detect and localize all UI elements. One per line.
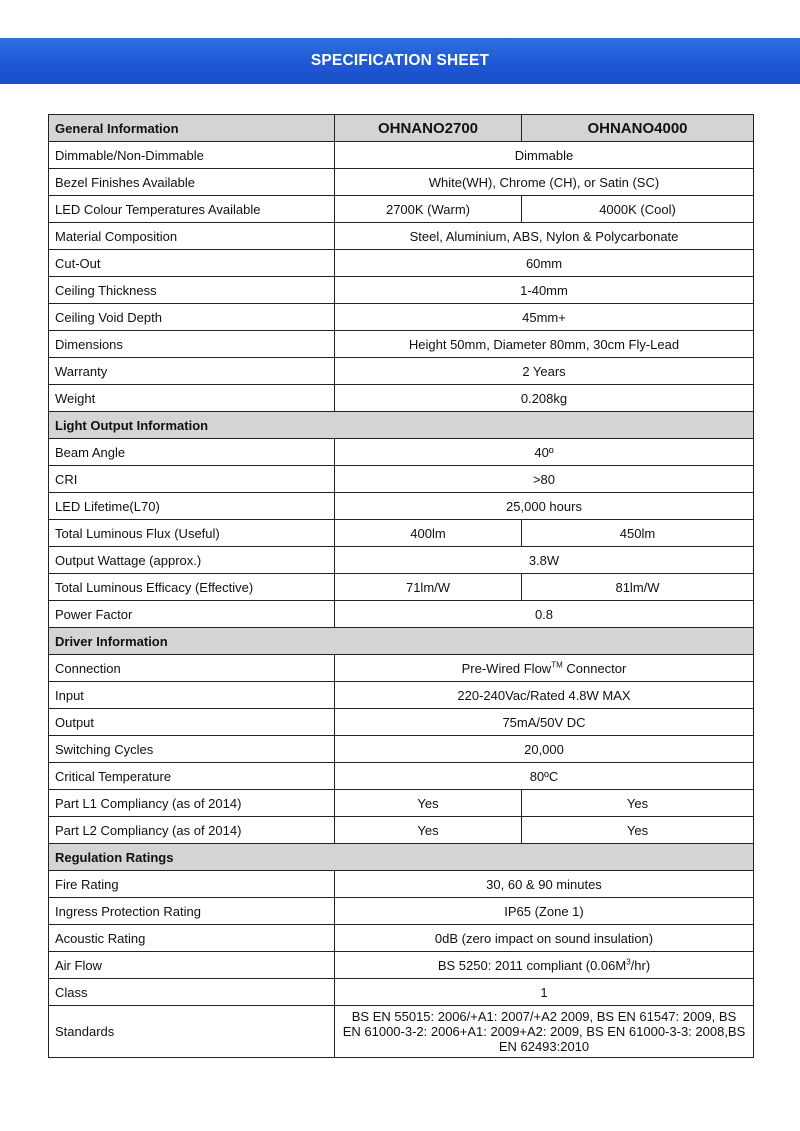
spec-value: 400lm (335, 520, 522, 547)
cubic-superscript: 3 (626, 957, 631, 967)
spec-value: 450lm (522, 520, 754, 547)
table-row (49, 142, 754, 169)
spec-value: 220-240Vac/Rated 4.8W MAX (335, 682, 754, 709)
table-row (49, 547, 754, 574)
table-row (49, 358, 754, 385)
spec-label: Beam Angle (49, 439, 335, 466)
table-row (49, 763, 754, 790)
section-title: Light Output Information (49, 412, 754, 439)
table-row (49, 709, 754, 736)
spec-value: IP65 (Zone 1) (335, 898, 754, 925)
specification-table (48, 114, 754, 1058)
header-banner (0, 38, 800, 84)
spec-value: 60mm (335, 250, 754, 277)
spec-value: 3.8W (335, 547, 754, 574)
table-row (49, 493, 754, 520)
value-text: BS 5250: 2011 compliant (0.06M (437, 957, 627, 973)
spec-label: Bezel Finishes Available (49, 169, 335, 196)
table-row (49, 1006, 754, 1058)
spec-label: Material Composition (49, 223, 335, 250)
table-row (49, 871, 754, 898)
spec-value: 80ºC (335, 763, 754, 790)
table-row (49, 574, 754, 601)
table-row (49, 466, 754, 493)
trademark-superscript: TM (551, 660, 563, 670)
spec-value: 1-40mm (335, 277, 754, 304)
spec-label: Acoustic Rating (49, 925, 335, 952)
spec-label: Air Flow (49, 952, 335, 979)
spec-label: Output (49, 709, 335, 736)
table-row (49, 601, 754, 628)
spec-label: Total Luminous Flux (Useful) (49, 520, 335, 547)
table-row (49, 655, 754, 682)
spec-label: Switching Cycles (49, 736, 335, 763)
spec-label: Ingress Protection Rating (49, 898, 335, 925)
spec-value: 0dB (zero impact on sound insulation) (335, 925, 754, 952)
table-row (49, 385, 754, 412)
section-header-regulation (49, 844, 754, 871)
spec-value: 2700K (Warm) (335, 196, 522, 223)
table-row (49, 277, 754, 304)
spec-label: Critical Temperature (49, 763, 335, 790)
spec-value: 75mA/50V DC (335, 709, 754, 736)
page-title: SPECIFICATION SHEET (310, 52, 490, 69)
model-header: OHNANO2700 (335, 115, 522, 142)
spec-value: 1 (335, 979, 754, 1006)
spec-value: BS EN 55015: 2006/+A1: 2007/+A2 2009, BS EN 61547: 2009, BS EN 61000-3-2: 2006+A1: 2009+A2: 2009, BS EN 61000-3-3: 2008,BS EN 62493:2010 (335, 1006, 754, 1058)
spec-label: Part L1 Compliancy (as of 2014) (49, 790, 335, 817)
spec-value: Yes (335, 817, 522, 844)
section-title: Driver Information (49, 628, 754, 655)
spec-label: Ceiling Thickness (49, 277, 335, 304)
table-row (49, 439, 754, 466)
spec-value: 4000K (Cool) (522, 196, 754, 223)
table-row (49, 952, 754, 979)
table-row (49, 520, 754, 547)
spec-value: Yes (522, 817, 754, 844)
spec-label: Output Wattage (approx.) (49, 547, 335, 574)
table-row (49, 925, 754, 952)
spec-label: Standards (49, 1006, 335, 1058)
spec-value: White(WH), Chrome (CH), or Satin (SC) (335, 169, 754, 196)
spec-value: 45mm+ (335, 304, 754, 331)
spec-value: Steel, Aluminium, ABS, Nylon & Polycarbonate (335, 223, 754, 250)
spec-label: Power Factor (49, 601, 335, 628)
spec-value: 2 Years (335, 358, 754, 385)
spec-label: LED Lifetime(L70) (49, 493, 335, 520)
spec-value: 81lm/W (522, 574, 754, 601)
spec-label: Part L2 Compliancy (as of 2014) (49, 817, 335, 844)
table-row (49, 196, 754, 223)
spec-value: Height 50mm, Diameter 80mm, 30cm Fly-Lead (335, 331, 754, 358)
table-row (49, 331, 754, 358)
spec-value: 0.8 (335, 601, 754, 628)
spec-label: Dimensions (49, 331, 335, 358)
table-row (49, 304, 754, 331)
spec-label: Input (49, 682, 335, 709)
spec-value: 71lm/W (335, 574, 522, 601)
spec-label: Class (49, 979, 335, 1006)
section-header-driver (49, 628, 754, 655)
spec-value: Yes (335, 790, 522, 817)
spec-value: 30, 60 & 90 minutes (335, 871, 754, 898)
spec-label: Cut-Out (49, 250, 335, 277)
section-header-general (49, 115, 754, 142)
spec-label: Dimmable/Non-Dimmable (49, 142, 335, 169)
spec-value (335, 655, 754, 682)
spec-value: >80 (335, 466, 754, 493)
spec-value: 25,000 hours (335, 493, 754, 520)
section-title: Regulation Ratings (49, 844, 754, 871)
spec-value: 0.208kg (335, 385, 754, 412)
spec-label: Ceiling Void Depth (49, 304, 335, 331)
spec-value: Yes (522, 790, 754, 817)
spec-value: 40º (335, 439, 754, 466)
spec-label: Total Luminous Efficacy (Effective) (49, 574, 335, 601)
table-row (49, 898, 754, 925)
spec-label: Fire Rating (49, 871, 335, 898)
table-row (49, 250, 754, 277)
spec-label: Warranty (49, 358, 335, 385)
spec-label: LED Colour Temperatures Available (49, 196, 335, 223)
value-text: Pre-Wired Flow (461, 660, 552, 676)
table-row (49, 736, 754, 763)
spec-value: 20,000 (335, 736, 754, 763)
table-row (49, 790, 754, 817)
section-title: General Information (49, 115, 335, 142)
model-header: OHNANO4000 (522, 115, 754, 142)
value-text: Connector (562, 660, 627, 676)
table-row (49, 682, 754, 709)
table-row (49, 223, 754, 250)
table-row (49, 979, 754, 1006)
section-header-light (49, 412, 754, 439)
spec-label: Connection (49, 655, 335, 682)
table-row (49, 169, 754, 196)
spec-label: Weight (49, 385, 335, 412)
spec-value: Dimmable (335, 142, 754, 169)
spec-value (335, 952, 754, 979)
value-text: /hr) (630, 957, 651, 973)
table-row (49, 817, 754, 844)
spec-label: CRI (49, 466, 335, 493)
